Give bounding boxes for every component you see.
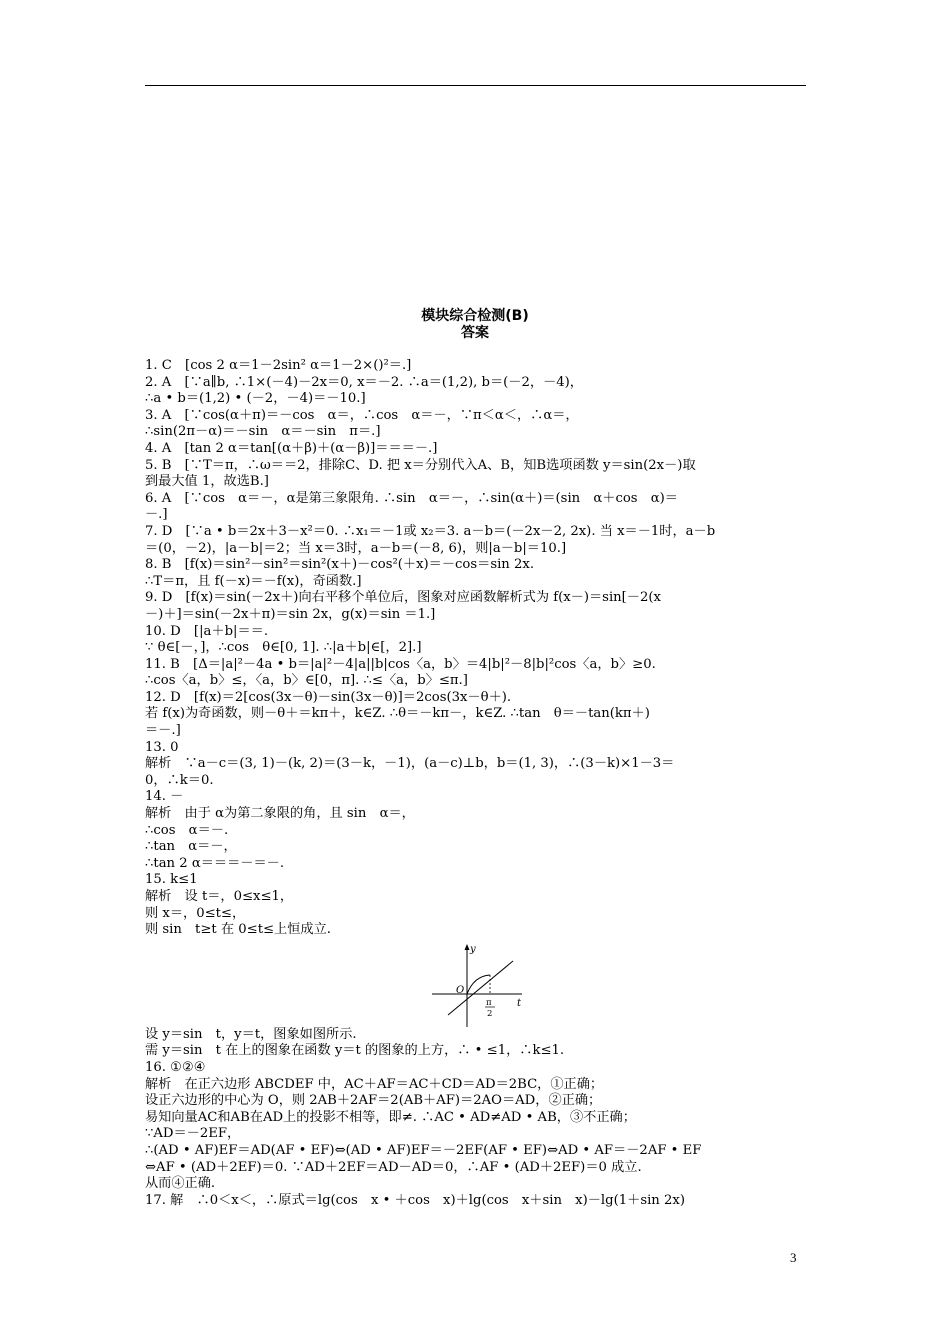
text-line: 10. D [|a＋b|＝＝.: [145, 623, 269, 639]
text-line: 6. A [∵cos α＝－，α是第三象限角. ∴sin α＝－，∴sin(α＋)＝(sin α＋cos α)＝: [145, 490, 678, 506]
page-title: 模块综合检测(B): [421, 308, 529, 324]
text-line: 12. D [f(x)＝2[cos(3x－θ)－sin(3x－θ)]＝2cos(3x－θ＋).: [145, 689, 512, 705]
text-line: ＝(0，－2)，|a－b|＝2；当 x＝3时，a－b＝(－8, 6)，则|a－b|＝10.]: [145, 540, 567, 556]
text-line: ∴cos〈a，b〉≤，〈a，b〉∈[0，π]. ∴≤〈a，b〉≤π.]: [145, 673, 468, 689]
sine-curve: [467, 975, 490, 994]
text-line: 需 y＝sin t 在上的图象在函数 y＝t 的图象的上方，∴ • ≤1，∴k≤1.: [145, 1043, 565, 1059]
origin-label: O: [456, 984, 465, 996]
text-line: ⇔AF • (AD＋2EF)＝0. ∵AD＋2EF＝AD－AD＝0，∴AF • (AD＋2EF)＝0 成立.: [145, 1159, 642, 1175]
text-line: 则 x＝，0≤t≤，: [145, 905, 246, 921]
text-line: 3. A [∵cos(α＋π)＝－cos α＝，∴cos α＝－，∵π＜α＜，∴α＝，: [145, 407, 579, 423]
text-line: 15. k≤1: [145, 872, 198, 888]
text-line: ∵ θ∈[－，]，∴cos θ∈[0, 1]. ∴|a＋b|∈[，2].]: [145, 640, 422, 656]
text-line: －)＋]＝sin(－2x＋π)＝sin 2x，g(x)＝sin ＝1.]: [145, 606, 436, 622]
answer-body: [145, 358, 810, 1209]
t-label: t: [517, 997, 522, 1009]
text-line: ∴tan α＝－，: [145, 839, 237, 855]
text-line: 7. D [∵a • b＝2x＋3－x²＝0. ∴x₁＝－1或 x₂＝3. a－b＝(－2x－2, 2x). 当 x＝－1时，a－b: [145, 523, 716, 539]
text-line: ∴T＝π，且 f(－x)＝－f(x)，奇函数.]: [145, 573, 362, 589]
text-line: －.]: [145, 507, 168, 523]
text-line: 17. 解 ∴0＜x＜，∴原式＝lg(cos x • ＋cos x)＋lg(cos x＋sin x)－lg(1＋sin 2x): [145, 1192, 685, 1208]
text-line: 解析 ∵a－c＝(3, 1)－(k, 2)＝(3－k，－1)，(a－c)⊥b，b＝(1, 3)，∴(3－k)×1－3＝: [145, 756, 675, 772]
graph-svg: [430, 943, 530, 1029]
text-line: 若 f(x)为奇函数，则－θ＋＝kπ＋，k∈Z. ∴θ＝－kπ－，k∈Z. ∴tan θ＝－tan(kπ＋): [145, 706, 650, 722]
text-line: 0，∴k＝0.: [145, 772, 214, 788]
text-line: 16. ①②④: [145, 1059, 206, 1075]
header-rule: [145, 85, 806, 86]
text-line: 13. 0: [145, 739, 179, 755]
text-line: 设正六边形的中心为 O，则 2AB＋2AF＝2(AB＋AF)＝2AO＝AD，②正确；: [145, 1093, 602, 1109]
text-line: 解析 设 t＝，0≤x≤1，: [145, 889, 294, 904]
text-line: 设 y＝sin t，y＝t，图象如图所示.: [145, 1026, 357, 1042]
text-line: 2. A [∵a∥b, ∴1×(－4)－2x＝0, x＝－2. ∴a＝(1,2), b＝(－2，－4)，: [145, 374, 583, 390]
page-subtitle: 答案: [461, 325, 489, 341]
text-line: ∴cos α＝－.: [145, 822, 229, 838]
text-line: 4. A [tan 2 α＝tan[(α＋β)＋(α－β)]＝＝＝－.]: [145, 440, 438, 456]
text-line: 解析 在正六边形 ABCDEF 中，AC＋AF＝AC＋CD＝AD＝2BC，①正确；: [145, 1076, 604, 1092]
text-line: 1. C [cos 2 α＝1－2sin² α＝1－2×()²＝.]: [145, 358, 412, 373]
text-line: 易知向量AC和AB在AD上的投影不相等，即≠. ∴AC • AD≠AD • AB，③不正确；: [145, 1109, 636, 1125]
text-line: ∴(AD • AF)EF＝AD(AF • EF)⇔(AD • AF)EF＝－2EF(AF • EF)⇔AD • AF＝－2AF • EF: [145, 1142, 702, 1158]
text-line: ＝－.]: [145, 723, 181, 739]
text-line: 5. B [∵T＝π，∴ω＝＝2，排除C、D. 把 x＝分别代入A、B，知B选项函数 y＝sin(2x－)取: [145, 457, 696, 473]
sine-vs-line-figure: [145, 939, 810, 1027]
y-axis-arrow-icon: [465, 944, 470, 950]
page-number: 3: [790, 1250, 797, 1265]
text-line: 则 sin t≥t 在 0≤t≤上恒成立.: [145, 922, 331, 938]
text-line: 到最大值 1，故选B.]: [145, 474, 269, 490]
tick-label-bottom: 2: [487, 1008, 493, 1019]
text-line: 9. D [f(x)＝sin(－2x＋)向右平移个单位后，图象对应函数解析式为 f(x－)＝sin[－2(x: [145, 590, 661, 606]
tick-label-top: π: [486, 997, 492, 1008]
text-line: ∴tan 2 α＝＝＝－＝－.: [145, 855, 285, 871]
text-line: ∴sin(2π－α)＝－sin α＝－sin π＝.]: [145, 424, 381, 440]
text-line: 解析 由于 α为第二象限的角，且 sin α＝，: [145, 806, 415, 822]
text-line: 11. B [Δ＝|a|²－4a • b＝|a|²－4|a||b|cos〈a，b〉＝4|b|²－8|b|²cos〈a，b〉≥0.: [145, 656, 656, 672]
text-line: ∵AD＝－2EF，: [145, 1126, 241, 1142]
text-line: 14. －: [145, 789, 184, 805]
text-line: 8. B [f(x)＝sin²－sin²＝sin²(x＋)－cos²(＋x)＝－cos＝sin 2x.: [145, 557, 535, 573]
text-line: ∴a • b＝(1,2) • (－2，－4)＝－10.]: [145, 391, 366, 407]
y-label: y: [470, 943, 476, 955]
text-line: 从而④正确.: [145, 1176, 216, 1192]
